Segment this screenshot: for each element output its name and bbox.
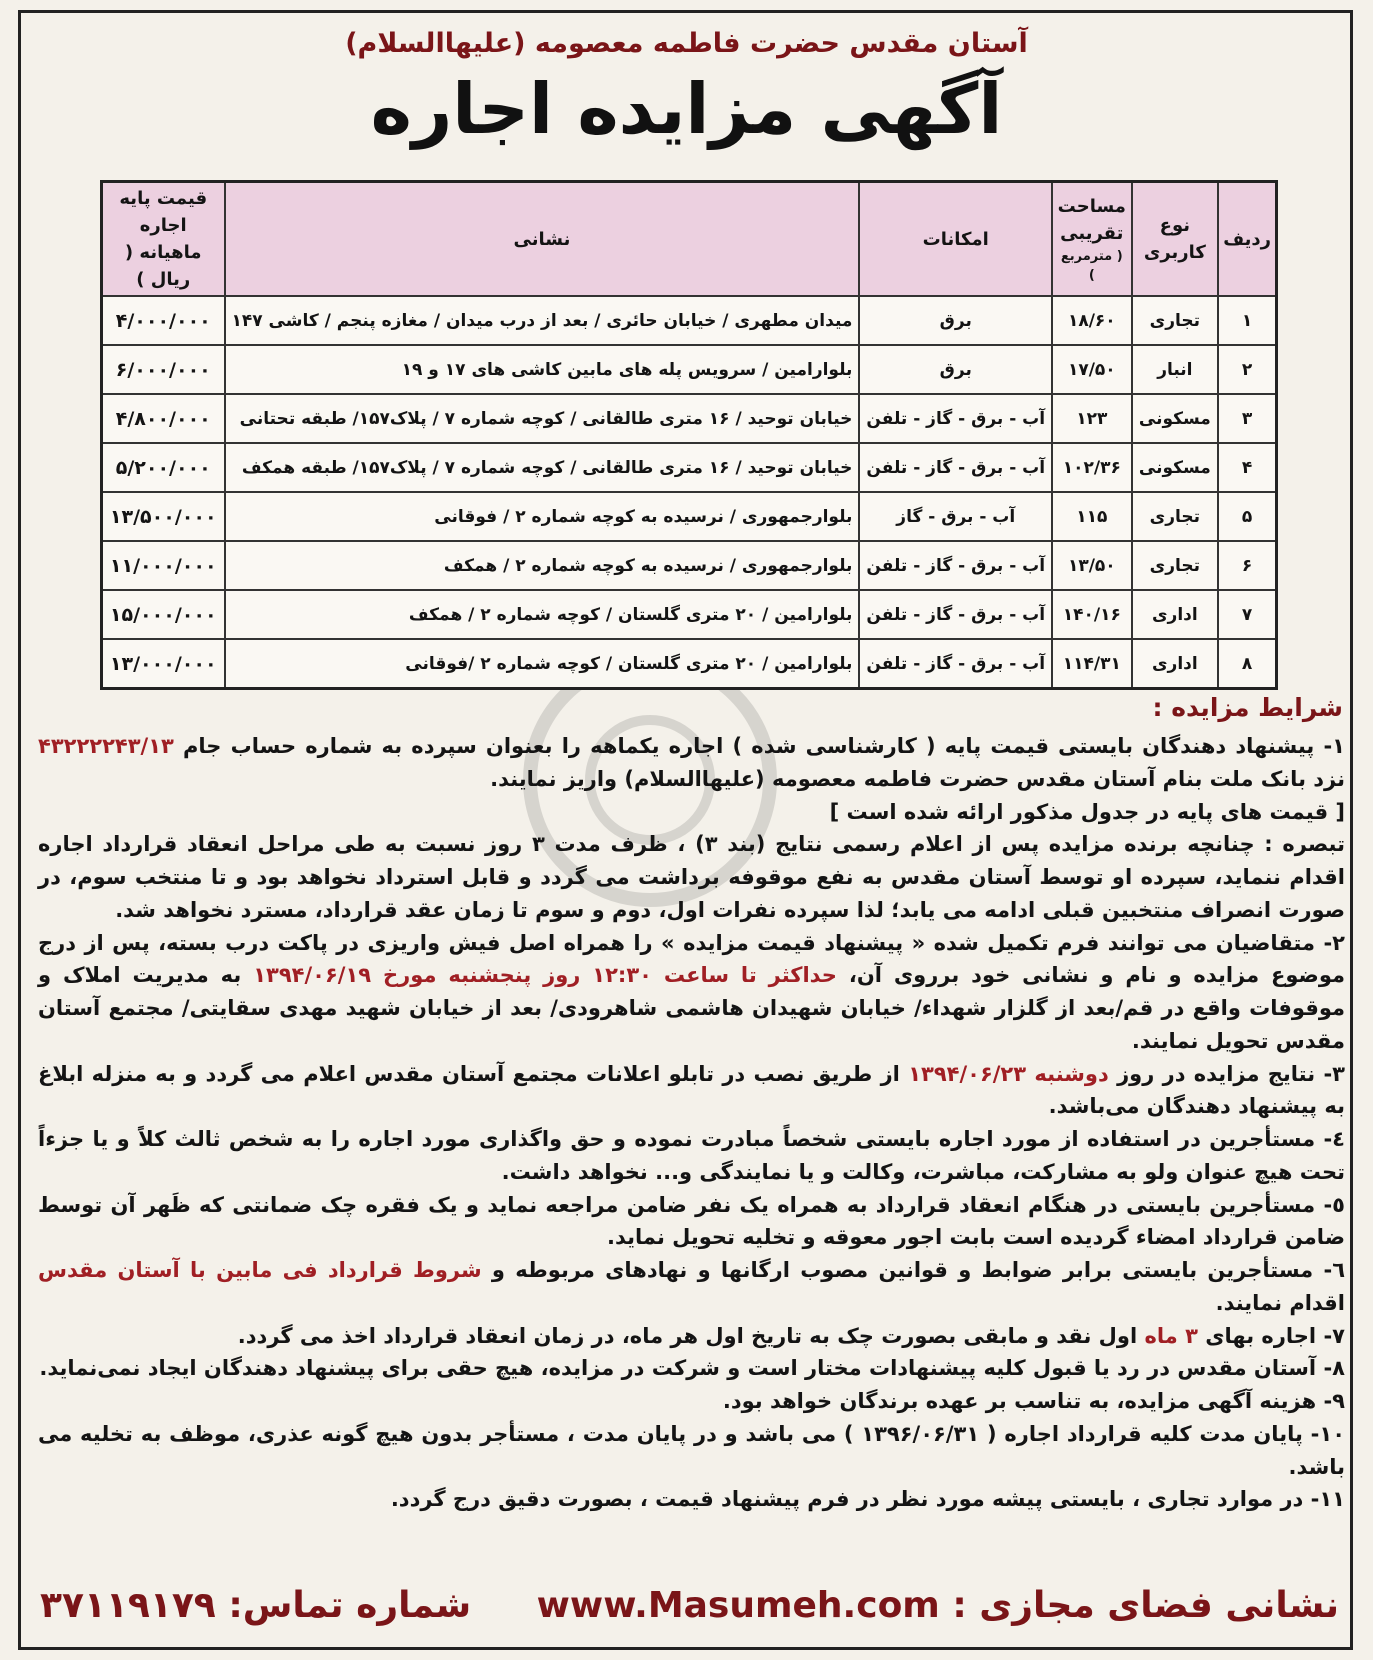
- cell-address: بلوارجمهوری / نرسیده به کوچه شماره ۲ / فوقانی: [225, 492, 860, 541]
- cell-facilities: برق: [859, 345, 1052, 394]
- term-1-text-b: نزد بانک ملت بنام آستان مقدس حضرت فاطمه معصومه (علیهاالسلام) واریز نمایند.: [490, 766, 1345, 791]
- term-6-highlight: شروط قرارداد فی مابین با آستان مقدس: [38, 1258, 482, 1282]
- footer: [40, 1585, 1339, 1645]
- cell-price: ۴/۸۰۰/۰۰۰: [102, 394, 225, 443]
- cell-price: ۱۵/۰۰۰/۰۰۰: [102, 590, 225, 639]
- table-row: [102, 492, 1277, 541]
- cell-row-no: ۵: [1218, 492, 1276, 541]
- cell-area: ۱۱۴/۳۱: [1052, 639, 1131, 689]
- cell-row-no: ۶: [1218, 541, 1276, 590]
- term-2-text-a: ۲- متقاضیان می توانند فرم تکمیل شده « پیشنهاد قیمت مزایده » را همراه اصل فیش واریزی در پاکت درب بسته، پس از درج موضوع مزایده و نام و نشانی خود برروی آن،: [38, 930, 1345, 988]
- phone-label: شماره تماس:: [228, 1585, 472, 1626]
- cell-usage: تجاری: [1132, 296, 1219, 345]
- cell-facilities: آب - برق - گاز - تلفن: [859, 394, 1052, 443]
- cell-price: ۴/۰۰۰/۰۰۰: [102, 296, 225, 345]
- cell-facilities: برق: [859, 296, 1052, 345]
- website-link[interactable]: www.Masumeh.com: [536, 1585, 940, 1626]
- cell-facilities: آب - برق - گاز - تلفن: [859, 443, 1052, 492]
- deadline: حداکثر تا ساعت ۱۲:۳۰ روز پنجشنبه مورخ ۱۳۹۴/۰۶/۱۹: [253, 963, 837, 988]
- table-row: [102, 639, 1277, 689]
- cell-facilities: آب - برق - گاز - تلفن: [859, 590, 1052, 639]
- cell-usage: مسکونی: [1132, 443, 1219, 492]
- cell-usage: مسکونی: [1132, 394, 1219, 443]
- cell-usage: انبار: [1132, 345, 1219, 394]
- header-price: قیمت پایه اجاره ماهیانه ( ریال ): [102, 182, 225, 297]
- term-1: [38, 730, 1345, 796]
- terms-body: [38, 730, 1345, 1516]
- term-4: ٤- مستأجرین در استفاده از مورد اجاره بایستی شخصاً مبادرت نموده و حق واگذاری مورد اجاره را به شخص ثالث کلاً و یا جزءاً تحت هیچ عنوان ولو به مشارکت، مباشرت، وکالت و یا نمایندگی و... نخواهد داشت.: [38, 1127, 1345, 1184]
- organization-name: آستان مقدس حضرت فاطمه معصومه (علیهاالسلام): [345, 28, 1028, 59]
- cell-price: ۱۳/۰۰۰/۰۰۰: [102, 639, 225, 689]
- cell-price: ۵/۲۰۰/۰۰۰: [102, 443, 225, 492]
- cell-address: بلوارجمهوری / نرسیده به کوچه شماره ۲ / همکف: [225, 541, 860, 590]
- term-7-text-a: ۷- اجاره بهای: [1205, 1323, 1345, 1348]
- cell-row-no: ۷: [1218, 590, 1276, 639]
- term-note: تبصره : چنانچه برنده مزایده پس از اعلام رسمی نتایج (بند ۳) ، ظرف مدت ۳ روز نسبت به طی مراحل انعقاد قرارداد اجاره اقدام ننماید، سپرده او توسط آستان مقدس به نفع موقوفه برداشت می گردد و قابل استرداد نخواهد بود و تا منتخب سوم، در صورت انصراف منتخبین قبلی ادامه می یابد؛ لذا سپرده نفرات اول، دوم و سوم تا زمان عقد قرارداد، مسترد نخواهد شد.: [38, 832, 1346, 922]
- cell-area: ۱۸/۶۰: [1052, 296, 1131, 345]
- cell-address: خیابان توحید / ۱۶ متری طالقانی / کوچه شماره ۷ / پلاک۱۵۷/ طبقه تحتانی: [225, 394, 860, 443]
- header-area-unit: ( مترمربع ): [1060, 248, 1123, 283]
- table-row: [102, 345, 1277, 394]
- cell-usage: اداری: [1132, 590, 1219, 639]
- term-9: ۹- هزینه آگهی مزایده، به تناسب بر عهده برندگان خواهد بود.: [722, 1389, 1345, 1413]
- cell-price: ۶/۰۰۰/۰۰۰: [102, 345, 225, 394]
- header-address: نشانی: [225, 182, 860, 297]
- cell-facilities: آب - برق - گاز: [859, 492, 1052, 541]
- term-8: ۸- آستان مقدس در رد یا قبول کلیه پیشنهادات مختار است و شرکت در مزایده، هیچ حقی برای پیشنهاد دهندگان ایجاد نمی‌نماید.: [39, 1356, 1345, 1381]
- term-7-text-b: اول نقد و مابقی بصورت چک به تاریخ اول هر ماه، در زمان انعقاد قرارداد اخذ می گردد.: [237, 1323, 1138, 1348]
- term-6: [38, 1254, 1345, 1320]
- cell-row-no: ۲: [1218, 345, 1276, 394]
- phone-block: [40, 1585, 471, 1626]
- term-7-highlight: ۳ ماه: [1144, 1323, 1198, 1348]
- term-3: [38, 1058, 1345, 1124]
- terms-title: شرایط مزایده :: [1152, 693, 1343, 722]
- term-3-text-b: از طریق نصب در تابلو اعلانات مجتمع آستان مقدس اعلام می گردد و به منزله ابلاغ به پیشنهاد دهندگان می‌باشد.: [38, 1061, 1345, 1119]
- term-1-text-a: ۱- پیشنهاد دهندگان بایستی قیمت پایه ( کارشناسی شده ) اجاره یکماهه را بعنوان سپرده به شماره حساب جام: [183, 734, 1345, 758]
- cell-address: بلوارامین / ۲۰ متری گلستان / کوچه شماره ۲ /فوقانی: [225, 639, 860, 689]
- term-11: ۱۱- در موارد تجاری ، بایستی پیشه مورد نظر در فرم پیشنهاد قیمت ، بصورت دقیق درج گردد.: [390, 1487, 1345, 1512]
- cell-usage: اداری: [1132, 639, 1219, 689]
- cell-area: ۱۲۳: [1052, 394, 1131, 443]
- table-row: [102, 394, 1277, 443]
- phone-number: ۳۷۱۱۹۱۷۹: [40, 1585, 216, 1626]
- cell-area: ۱۷/۵۰: [1052, 345, 1131, 394]
- term-7: [38, 1320, 1345, 1353]
- term-3-text-a: ۳- نتایج مزایده در روز: [1117, 1061, 1345, 1086]
- term-10: ۱۰- پایان مدت کلیه قرارداد اجاره ( ۱۳۹۶/۰۶/۳۱ ) می باشد و در پایان مدت ، مستأجر بدون هیچ گونه عذری، موظف به تخلیه می باشد.: [38, 1421, 1346, 1479]
- term-5: ٥- مستأجرین بایستی در هنگام انعقاد قرارداد به همراه یک نفر ضامن مراجعه نماید و یک فقره چک ضمانتی که ظَهر آن توسط ضامن قرارداد امضاء گردیده است بابت اجور معوقه و تخلیه تحویل نماید.: [38, 1192, 1345, 1250]
- header-row-no: ردیف: [1218, 182, 1276, 297]
- cell-address: بلوارامین / ۲۰ متری گلستان / کوچه شماره ۲ / همکف: [225, 590, 860, 639]
- term-6-text-a: ٦- مستأجرین بایستی برابر ضوابط و قوانین مصوب ارگانها و نهادهای مربوطه و: [491, 1258, 1346, 1282]
- cell-area: ۱۰۲/۳۶: [1052, 443, 1131, 492]
- cell-area: ۱۱۵: [1052, 492, 1131, 541]
- cell-row-no: ۳: [1218, 394, 1276, 443]
- table-row: [102, 541, 1277, 590]
- auction-table: [100, 180, 1278, 690]
- results-date: دوشنبه ۱۳۹۴/۰۶/۲۳: [908, 1061, 1109, 1086]
- cell-row-no: ۴: [1218, 443, 1276, 492]
- table-header-row: [102, 182, 1277, 297]
- cell-area: ۱۴۰/۱۶: [1052, 590, 1131, 639]
- header-facilities: امکانات: [859, 182, 1052, 297]
- page-title: آگهی مزایده اجاره: [370, 68, 1003, 150]
- header-area: [1052, 182, 1131, 297]
- term-1-note: [ قیمت های پایه در جدول مذکور ارائه شده است ]: [829, 799, 1345, 824]
- website-label: نشانی فضای مجازی :: [952, 1585, 1339, 1626]
- cell-address: بلوارامین / سرویس پله های مابین کاشی های ۱۷ و ۱۹: [225, 345, 860, 394]
- cell-row-no: ۱: [1218, 296, 1276, 345]
- website-block: [537, 1585, 1339, 1626]
- table-row: [102, 590, 1277, 639]
- table-row: [102, 296, 1277, 345]
- cell-facilities: آب - برق - گاز - تلفن: [859, 541, 1052, 590]
- cell-facilities: آب - برق - گاز - تلفن: [859, 639, 1052, 689]
- account-number: ۴۳۲۲۲۲۴۳/۱۳: [38, 734, 174, 758]
- cell-price: ۱۱/۰۰۰/۰۰۰: [102, 541, 225, 590]
- header-usage: نوع کاربری: [1132, 182, 1219, 297]
- cell-price: ۱۳/۵۰۰/۰۰۰: [102, 492, 225, 541]
- term-2-text-b: به مدیریت املاک و موقوفات واقع در قم/بعد از گلزار شهداء/ خیابان شهیدان هاشمی شاهرودی/ بعد از خیابان شهید مهدی سقایتی/ مجتمع آستان مقدس تحویل نمایند.: [38, 963, 1345, 1053]
- cell-area: ۱۳/۵۰: [1052, 541, 1131, 590]
- cell-address: میدان مطهری / خیابان حائری / بعد از درب میدان / مغازه پنجم / کاشی ۱۴۷: [225, 296, 860, 345]
- cell-usage: تجاری: [1132, 492, 1219, 541]
- table-row: [102, 443, 1277, 492]
- cell-usage: تجاری: [1132, 541, 1219, 590]
- term-2: [38, 927, 1345, 1058]
- header-area-label: مساحت تقریبی: [1057, 195, 1126, 244]
- cell-address: خیابان توحید / ۱۶ متری طالقانی / کوچه شماره ۷ / پلاک۱۵۷/ طبقه همکف: [225, 443, 860, 492]
- term-6-text-b: اقدام نمایند.: [1215, 1290, 1345, 1315]
- cell-row-no: ۸: [1218, 639, 1276, 689]
